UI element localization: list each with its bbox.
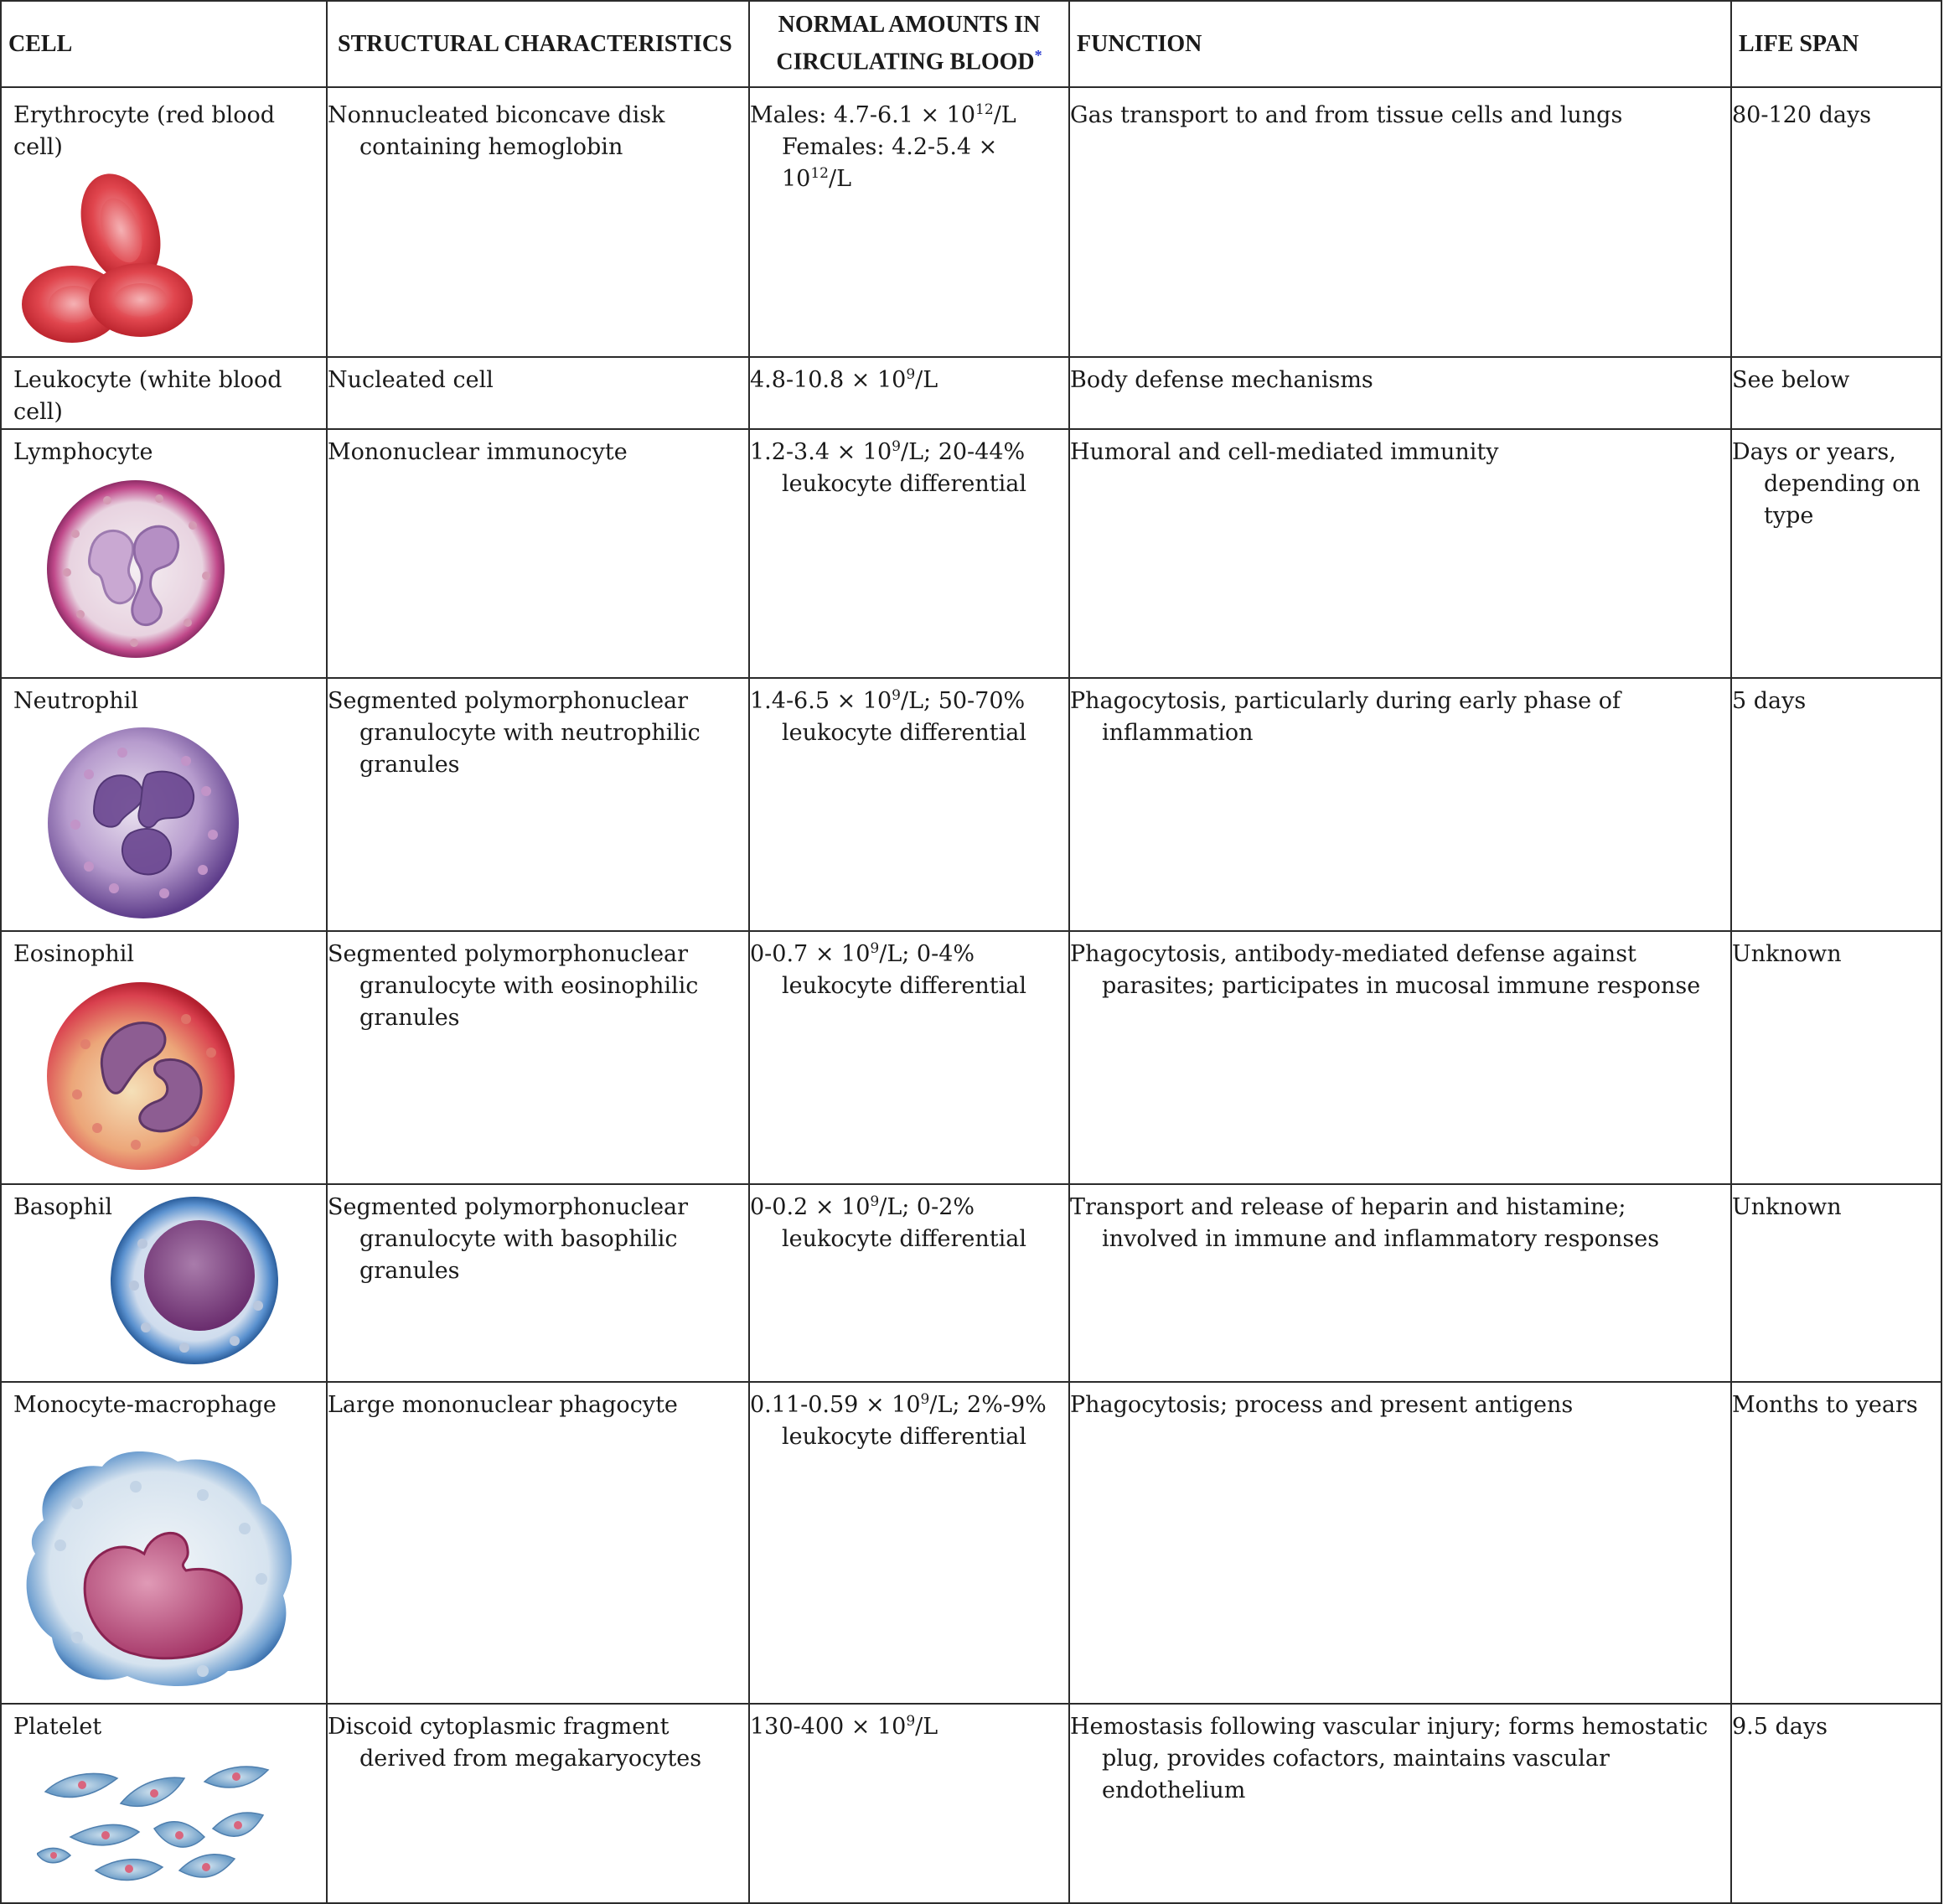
amount-text: [750, 88, 1068, 195]
function-column: [1069, 1704, 1731, 1903]
neutrophil-illustration: [39, 724, 256, 922]
header-cell-label: CELL: [8, 30, 73, 57]
amount-male: Males: 4.7-6.1 × 10: [750, 102, 976, 128]
table-row: [1, 931, 1941, 1184]
function-column: [1069, 678, 1731, 931]
header-amounts: [749, 1, 1069, 87]
cell-column: [1, 87, 327, 357]
structure-text: Segmented polymorphonuclear granulocyte with neutrophilic granules: [328, 688, 701, 778]
function-column: [1069, 931, 1731, 1184]
structure-text: Nonnucleated biconcave disk containing hemoglobin: [328, 102, 665, 160]
header-structural: [327, 1, 749, 87]
amount-female-unit: /L: [829, 166, 852, 192]
amount-column: [749, 931, 1069, 1184]
amount-exp: 9: [870, 1193, 880, 1210]
amount-value: 0-0.7 × 10: [750, 941, 871, 967]
amount-exp: 9: [892, 438, 901, 455]
function-text: Phagocytosis, antibody-mediated defense against parasites; participates in mucosal immune response: [1070, 941, 1701, 999]
amount-text: [750, 430, 1068, 500]
header-function: [1069, 1, 1731, 87]
structure-column: [327, 1382, 749, 1704]
lifespan-column: [1731, 1704, 1941, 1903]
cell-name: Erythrocyte (red blood cell): [13, 102, 276, 160]
amount-value: 0.11-0.59 × 10: [750, 1392, 921, 1418]
amount-male-unit: /L: [993, 102, 1016, 128]
amount-column: [749, 357, 1069, 429]
function-text: Hemostasis following vascular injury; forms hemostatic plug, provides cofactors, maintains vascular endothelium: [1070, 1714, 1709, 1803]
amount-column: [749, 678, 1069, 931]
amount-unit: /L; 20-44% leukocyte differential: [782, 439, 1026, 497]
function-column: [1069, 1184, 1731, 1382]
lifespan-text: 9.5 days: [1732, 1714, 1828, 1740]
amount-female-exp: 12: [810, 165, 829, 182]
amount-exp: 9: [906, 1713, 916, 1730]
structure-text: Mononuclear immunocyte: [328, 439, 628, 465]
structure-column: [327, 931, 749, 1184]
header-lifespan: [1731, 1, 1941, 87]
header-amounts-line1: NORMAL AMOUNTS IN: [778, 12, 1041, 39]
function-text: Phagocytosis, particularly during early phase of inflammation: [1070, 688, 1621, 746]
header-amounts-line2: CIRCULATING BLOOD: [776, 49, 1035, 75]
amount-female: Females: 4.2-5.4 × 10: [782, 134, 998, 192]
function-text: Humoral and cell-mediated immunity: [1070, 439, 1499, 465]
header-lifespan-label: LIFE SPAN: [1739, 30, 1859, 57]
lifespan-column: [1731, 678, 1941, 931]
cell-column: [1, 1704, 327, 1903]
amount-column: [749, 1382, 1069, 1704]
table-row: [1, 357, 1941, 429]
amount-text: [750, 932, 1068, 1002]
amount-text: [750, 1185, 1068, 1255]
structure-column: [327, 429, 749, 678]
cell-name: Eosinophil: [13, 941, 135, 967]
function-text: Transport and release of heparin and histamine; involved in immune and inflammatory responses: [1070, 1194, 1660, 1252]
amount-value: 4.8-10.8 × 10: [750, 367, 907, 393]
amount-unit: /L; 0-4% leukocyte differential: [782, 941, 1026, 999]
amount-column: [749, 1184, 1069, 1382]
lifespan-text: See below: [1732, 367, 1850, 393]
amount-exp: 9: [920, 1391, 930, 1408]
lifespan-text: 5 days: [1732, 688, 1807, 714]
cell-name: Lymphocyte: [13, 439, 153, 465]
amount-value: 130-400 × 10: [750, 1714, 907, 1740]
lifespan-column: [1731, 1382, 1941, 1704]
lifespan-text: Unknown: [1732, 1194, 1842, 1220]
cell-name: Platelet: [13, 1714, 102, 1740]
amount-unit: /L: [915, 367, 938, 393]
cell-column: [1, 1184, 327, 1382]
amount-value: 0-0.2 × 10: [750, 1194, 871, 1220]
lifespan-text: Days or years, depending on type: [1732, 439, 1921, 529]
lifespan-text: 80-120 days: [1732, 102, 1872, 128]
function-column: [1069, 429, 1731, 678]
function-text: Phagocytosis; process and present antigens: [1070, 1392, 1574, 1418]
erythrocyte-illustration: [13, 170, 206, 356]
structure-text: Segmented polymorphonuclear granulocyte with eosinophilic granules: [328, 941, 699, 1031]
structure-column: [327, 1704, 749, 1903]
header-row: [1, 1, 1941, 87]
amount-column: [749, 87, 1069, 357]
amount-unit: /L; 50-70% leukocyte differential: [782, 688, 1026, 746]
amount-unit: /L: [915, 1714, 938, 1740]
function-column: [1069, 1382, 1731, 1704]
function-text: Body defense mechanisms: [1070, 367, 1373, 393]
basophil-illustration: [109, 1193, 283, 1368]
table-row: [1, 87, 1941, 357]
cell-name: Basophil: [13, 1194, 112, 1220]
cell-name: Neutrophil: [13, 688, 138, 714]
amount-male-exp: 12: [975, 101, 994, 118]
structure-column: [327, 357, 749, 429]
table-row: [1, 1382, 1941, 1704]
lifespan-column: [1731, 357, 1941, 429]
lifespan-column: [1731, 1184, 1941, 1382]
amount-text: [750, 679, 1068, 749]
lifespan-text: Months to years: [1732, 1392, 1918, 1418]
amount-unit: /L; 2%-9% leukocyte differential: [782, 1392, 1047, 1450]
amount-exp: 9: [870, 940, 880, 957]
amount-text: [750, 1383, 1068, 1453]
cell-column: [1, 678, 327, 931]
header-function-label: FUNCTION: [1077, 30, 1202, 57]
structure-column: [327, 1184, 749, 1382]
amount-value: 1.4-6.5 × 10: [750, 688, 892, 714]
cell-column: [1, 357, 327, 429]
function-text: Gas transport to and from tissue cells and lungs: [1070, 102, 1623, 128]
lifespan-column: [1731, 87, 1941, 357]
eosinophil-illustration: [44, 977, 253, 1175]
amount-unit: /L; 0-2% leukocyte differential: [782, 1194, 1026, 1252]
footnote-marker[interactable]: *: [1034, 47, 1042, 65]
amount-value: 1.2-3.4 × 10: [750, 439, 892, 465]
structure-column: [327, 678, 749, 931]
cell-column: [1, 429, 327, 678]
cell-name: Leukocyte (white blood cell): [13, 367, 282, 425]
table-row: [1, 678, 1941, 931]
cell-column: [1, 1382, 327, 1704]
structure-text: Large mononuclear phagocyte: [328, 1392, 678, 1418]
table-row: [1, 429, 1941, 678]
monocyte-macrophage-illustration: [10, 1428, 312, 1696]
lifespan-text: Unknown: [1732, 941, 1842, 967]
amount-exp: 9: [906, 366, 916, 383]
platelet-illustration: [37, 1745, 280, 1887]
function-column: [1069, 87, 1731, 357]
header-cell: [1, 1, 327, 87]
function-column: [1069, 357, 1731, 429]
lymphocyte-illustration: [42, 475, 243, 670]
amount-column: [749, 429, 1069, 678]
lifespan-column: [1731, 429, 1941, 678]
header-structural-label: STRUCTURAL CHARACTERISTICS: [338, 30, 732, 57]
structure-text: Nucleated cell: [328, 367, 494, 393]
table-row: [1, 1704, 1941, 1903]
table-row: [1, 1184, 1941, 1382]
cell-column: [1, 931, 327, 1184]
amount-column: [749, 1704, 1069, 1903]
amount-text: [750, 358, 1068, 396]
cell-name: Monocyte-macrophage: [13, 1392, 277, 1418]
structure-text: Segmented polymorphonuclear granulocyte with basophilic granules: [328, 1194, 689, 1284]
structure-column: [327, 87, 749, 357]
lifespan-column: [1731, 931, 1941, 1184]
amount-exp: 9: [892, 687, 901, 704]
structure-text: Discoid cytoplasmic fragment derived from megakaryocytes: [328, 1714, 702, 1772]
amount-text: [750, 1705, 1068, 1743]
